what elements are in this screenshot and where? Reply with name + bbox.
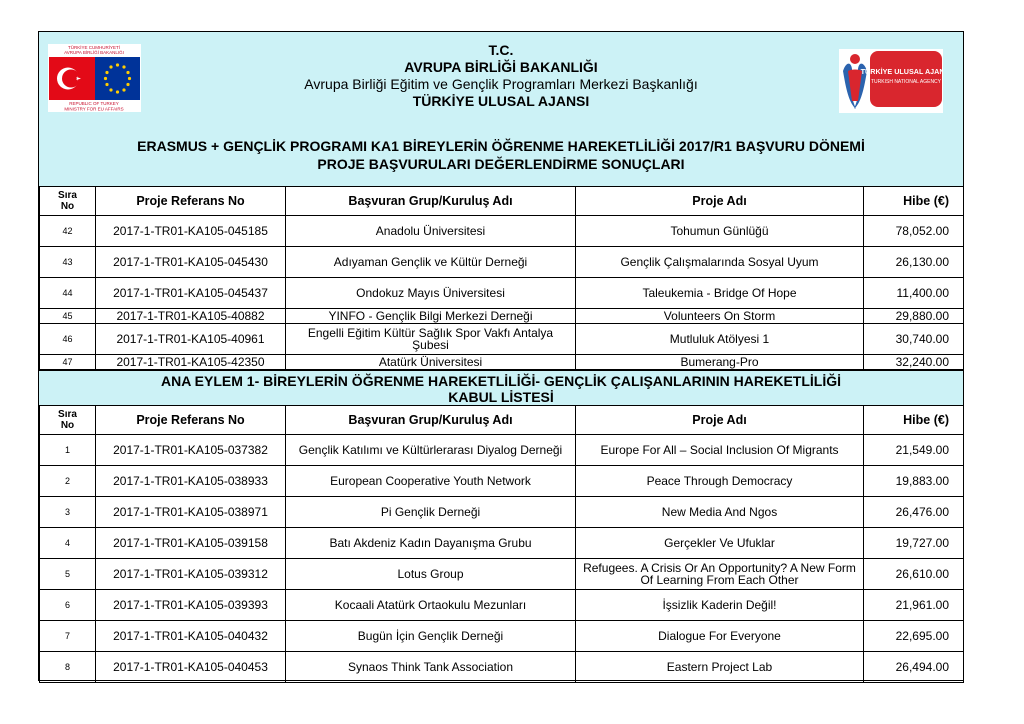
row-org: Engelli Eğitim Kültür Sağlık Spor Vakfı Antalya Şubesi	[286, 324, 576, 355]
table-row	[40, 309, 964, 324]
table-row	[40, 652, 964, 683]
document-title	[39, 137, 963, 173]
row-no: 6	[40, 590, 96, 621]
document-title-line1: ERASMUS + GENÇLİK PROGRAMI KA1 BİREYLERİN ÖĞRENME HAREKETLİLİĞİ 2017/R1 BAŞVURU DÖNEMİ	[137, 138, 865, 154]
table-row	[40, 216, 964, 247]
national-agency-logo	[839, 49, 943, 113]
agency-logo-text: TÜRKİYE ULUSAL AJANSI	[860, 67, 943, 76]
row-proje: Tohumun Günlüğü	[576, 216, 864, 247]
header-lines	[39, 42, 963, 110]
row-proje: Refugees. A Crisis Or An Opportunity? A New Form Of Learning From Each Other	[576, 559, 864, 590]
row-hibe: 26,610.00	[864, 559, 964, 590]
table-row	[40, 247, 964, 278]
row-proje: Taleukemia - Bridge Of Hope	[576, 278, 864, 309]
col-org-header: Başvuran Grup/Kuruluş Adı	[286, 406, 576, 435]
col-org-header: Başvuran Grup/Kuruluş Adı	[286, 187, 576, 216]
section-heading-line2: KABUL LİSTESİ	[448, 389, 554, 405]
row-ref: 2017-1-TR01-KA105-045430	[96, 247, 286, 278]
table-row	[40, 621, 964, 652]
row-hibe: 11,400.00	[864, 278, 964, 309]
col-ref-header: Proje Referans No	[96, 406, 286, 435]
logo-top-text: TÜRKİYE CUMHURİYETİ	[67, 45, 121, 50]
table-row	[40, 466, 964, 497]
col-sira-header: Sıra No	[40, 406, 96, 435]
row-proje: Dialogue For Everyone	[576, 621, 864, 652]
table-row	[40, 435, 964, 466]
table-row	[40, 590, 964, 621]
row-org: Ondokuz Mayıs Üniversitesi	[286, 278, 576, 309]
row-org: European Cooperative Youth Network	[286, 466, 576, 497]
row-hibe: 21,549.00	[864, 435, 964, 466]
row-ref: 2017-1-TR01-KA105-40882	[96, 309, 286, 324]
row-no: 2	[40, 466, 96, 497]
header-line-ministry: AVRUPA BİRLİĞİ BAKANLIĞI	[404, 59, 598, 75]
document-frame	[38, 31, 964, 681]
row-proje: Gerçekler Ve Ufuklar	[576, 528, 864, 559]
section-heading-line1: ANA EYLEM 1- BİREYLERİN ÖĞRENME HAREKETLİLİĞİ- GENÇLİK ÇALIŞANLARININ HAREKETLİLİĞİ	[160, 373, 842, 389]
logo-bottom-text: REPUBLIC OF TURKEY	[69, 101, 119, 106]
row-org: Adıyaman Gençlik ve Kültür Derneği	[286, 247, 576, 278]
row-proje: Bumerang-Pro	[576, 355, 864, 370]
row-hibe: 21,961.00	[864, 590, 964, 621]
row-hibe: 26,494.00	[864, 652, 964, 683]
svg-text:AVRUPA BİRLİĞİ BAKANLIĞI: AVRUPA BİRLİĞİ BAKANLIĞI	[64, 50, 124, 55]
col-hibe-header: Hibe (€)	[864, 406, 964, 435]
row-proje: Europe For All – Social Inclusion Of Migrants	[576, 435, 864, 466]
results-table-1	[39, 186, 964, 370]
row-org: Bugün İçin Gençlik Derneği	[286, 621, 576, 652]
row-ref: 2017-1-TR01-KA105-037382	[96, 435, 286, 466]
row-org: Kocaali Atatürk Ortaokulu Mezunları	[286, 590, 576, 621]
table-row	[40, 497, 964, 528]
table-row	[40, 559, 964, 590]
document-header	[39, 32, 963, 187]
col-hibe-header: Hibe (€)	[864, 187, 964, 216]
document-title-line2: PROJE BAŞVURULARI DEĞERLENDİRME SONUÇLARI	[317, 156, 685, 172]
row-ref: 2017-1-TR01-KA105-039312	[96, 559, 286, 590]
table-row	[40, 355, 964, 370]
table-header-row	[40, 406, 964, 435]
row-ref: 2017-1-TR01-KA105-040432	[96, 621, 286, 652]
row-no: 4	[40, 528, 96, 559]
row-org: Pi Gençlik Derneği	[286, 497, 576, 528]
row-org: YINFO - Gençlik Bilgi Merkezi Derneği	[286, 309, 576, 324]
section-heading	[39, 370, 963, 406]
row-proje: İşsizlik Kaderin Değil!	[576, 590, 864, 621]
row-proje: Gençlik Çalışmalarında Sosyal Uyum	[576, 247, 864, 278]
row-no: 42	[40, 216, 96, 247]
row-no: 7	[40, 621, 96, 652]
row-hibe: 19,883.00	[864, 466, 964, 497]
svg-text:TURKISH NATIONAL AGENCY: TURKISH NATIONAL AGENCY	[870, 79, 942, 85]
row-proje: Peace Through Democracy	[576, 466, 864, 497]
row-org: Synaos Think Tank Association	[286, 652, 576, 683]
table-row	[40, 324, 964, 355]
row-hibe: 19,727.00	[864, 528, 964, 559]
row-hibe: 32,240.00	[864, 355, 964, 370]
table-row	[40, 528, 964, 559]
row-proje: Eastern Project Lab	[576, 652, 864, 683]
row-proje: New Media And Ngos	[576, 497, 864, 528]
row-ref: 2017-1-TR01-KA105-039158	[96, 528, 286, 559]
header-line-agency: TÜRKİYE ULUSAL AJANSI	[412, 93, 590, 109]
table-header-row	[40, 187, 964, 216]
results-table-2	[39, 405, 964, 683]
row-no: 5	[40, 559, 96, 590]
row-hibe: 78,052.00	[864, 216, 964, 247]
row-no: 45	[40, 309, 96, 324]
row-ref: 2017-1-TR01-KA105-038933	[96, 466, 286, 497]
row-no: 43	[40, 247, 96, 278]
row-ref: 2017-1-TR01-KA105-045185	[96, 216, 286, 247]
row-org: Lotus Group	[286, 559, 576, 590]
row-ref: 2017-1-TR01-KA105-039393	[96, 590, 286, 621]
row-no: 3	[40, 497, 96, 528]
col-proje-header: Proje Adı	[576, 187, 864, 216]
row-org: Atatürk Üniversitesi	[286, 355, 576, 370]
row-no: 47	[40, 355, 96, 370]
svg-text:MINISTRY FOR EU AFFAIRS: MINISTRY FOR EU AFFAIRS	[64, 106, 124, 112]
row-org: Gençlik Katılımı ve Kültürlerarası Diyalog Derneği	[286, 435, 576, 466]
row-ref: 2017-1-TR01-KA105-045437	[96, 278, 286, 309]
col-proje-header: Proje Adı	[576, 406, 864, 435]
row-proje: Volunteers On Storm	[576, 309, 864, 324]
table-row	[40, 278, 964, 309]
row-hibe: 26,476.00	[864, 497, 964, 528]
row-ref: 2017-1-TR01-KA105-42350	[96, 355, 286, 370]
header-line-center: Avrupa Birliği Eğitim ve Gençlik Programları Merkezi Başkanlığı	[304, 76, 698, 92]
row-no: 8	[40, 652, 96, 683]
row-org: Anadolu Üniversitesi	[286, 216, 576, 247]
header-line-tc: T.C.	[488, 42, 514, 58]
col-sira-header: Sıra No	[40, 187, 96, 216]
row-ref: 2017-1-TR01-KA105-040453	[96, 652, 286, 683]
col-ref-header: Proje Referans No	[96, 187, 286, 216]
row-proje: Mutluluk Atölyesi 1	[576, 324, 864, 355]
row-hibe: 22,695.00	[864, 621, 964, 652]
row-hibe: 26,130.00	[864, 247, 964, 278]
row-no: 46	[40, 324, 96, 355]
row-org: Batı Akdeniz Kadın Dayanışma Grubu	[286, 528, 576, 559]
row-hibe: 30,740.00	[864, 324, 964, 355]
row-ref: 2017-1-TR01-KA105-40961	[96, 324, 286, 355]
row-hibe: 29,880.00	[864, 309, 964, 324]
row-no: 44	[40, 278, 96, 309]
row-ref: 2017-1-TR01-KA105-038971	[96, 497, 286, 528]
row-no: 1	[40, 435, 96, 466]
